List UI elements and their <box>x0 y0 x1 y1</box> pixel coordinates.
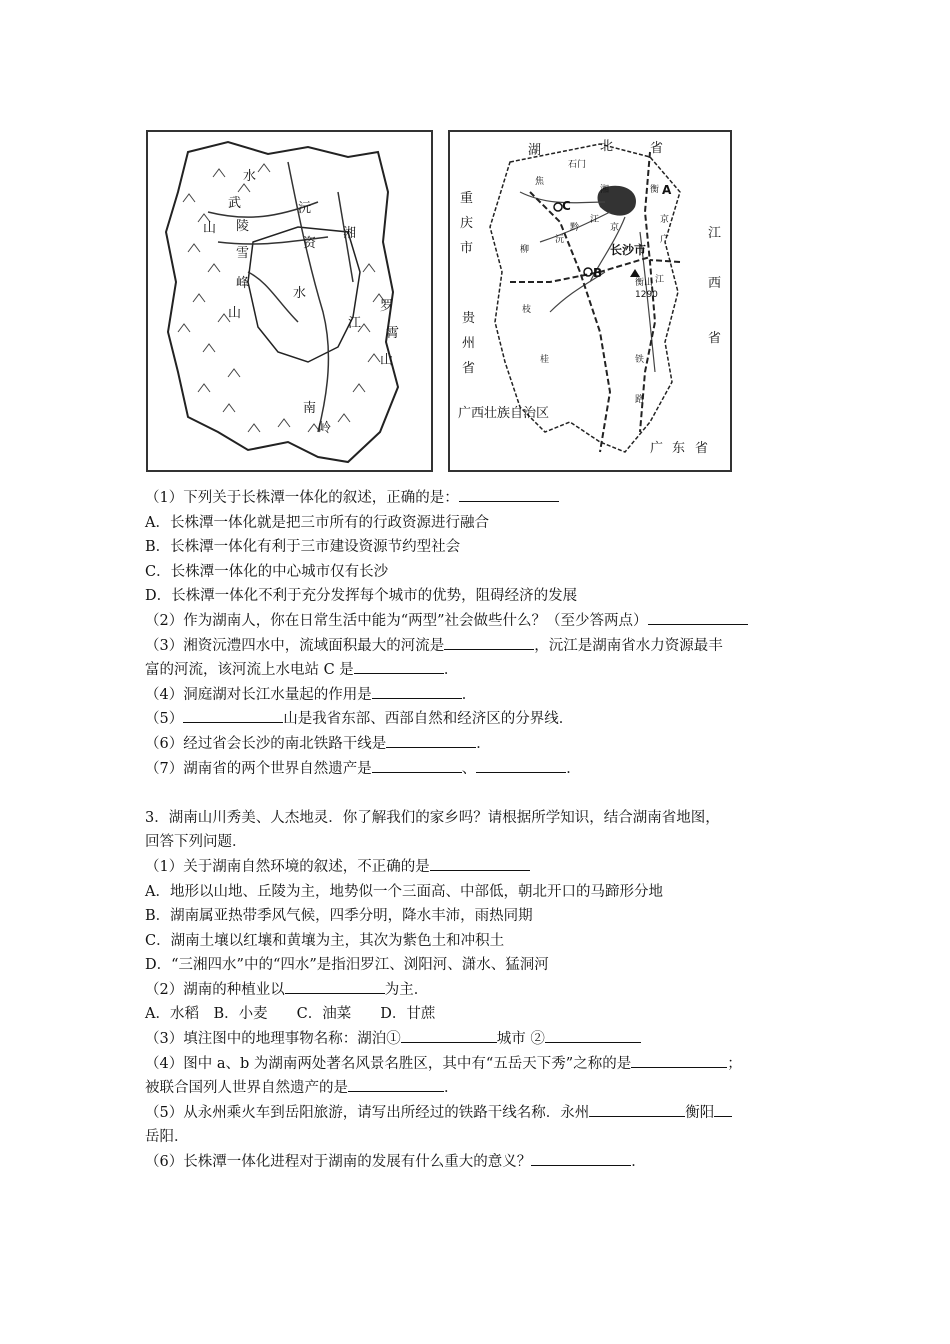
label-3: 沅 <box>298 201 312 216</box>
small-6: 京 <box>660 215 670 225</box>
province-labels <box>458 139 721 456</box>
blank[interactable] <box>354 659 444 674</box>
q2-4: （4）洞庭湖对长江水量起的作用是 ． <box>145 683 815 708</box>
jiangxi-3: 省 <box>708 331 722 346</box>
blank[interactable] <box>183 708 283 723</box>
q2-1-d: D．长株潭一体化不利于充分发挥每个城市的优势，阻碍经济的发展 <box>145 588 578 605</box>
small-8: 铁 <box>635 355 645 365</box>
q3-2: （2）湖南的种植业以 为主． <box>145 978 815 1003</box>
label-9: 山 <box>228 306 242 321</box>
small-3: 湘 <box>600 185 610 195</box>
small-12: 京 <box>610 223 620 233</box>
guizhou-2: 州 <box>462 336 476 351</box>
q2-1: （1）下列关于长株潭一体化的叙述，正确的是： <box>145 486 815 511</box>
small-2: 枝 <box>522 305 532 315</box>
maps-figure <box>146 130 736 472</box>
q3-1-a: A．地形以山地、丘陵为主，地势似一个三面高、中部低，朝北开口的马蹄形分地 <box>145 883 663 900</box>
blank[interactable] <box>589 1102 685 1117</box>
blank[interactable] <box>476 758 566 773</box>
small-11: 沅 <box>555 235 565 245</box>
chongqing-3: 市 <box>460 241 474 256</box>
small-10: 桂 <box>540 355 550 365</box>
elevation: 1290 <box>635 290 658 300</box>
label-6: 山 <box>203 221 217 236</box>
blank[interactable] <box>372 684 462 699</box>
q2-2: （2）作为湖南人，你在日常生活中能为“两型”社会做些什么？（至少答两点） <box>145 609 815 634</box>
small-7: 广 <box>660 235 670 245</box>
blank[interactable] <box>430 856 530 871</box>
label-11: 江 <box>348 316 362 331</box>
shimen: 石门 <box>568 160 587 170</box>
q2-3-cont: 富的河流，该河流上水电站 C 是 ． <box>145 658 815 683</box>
guangdong-2: 东 <box>672 441 686 456</box>
jiangxi-2: 西 <box>708 276 722 291</box>
q2-6: （6）经过省会长沙的南北铁路干线是 ． <box>145 732 815 757</box>
q2-5: （5） 山是我省东部、西部自然和经济区的分界线． <box>145 707 815 732</box>
blank[interactable] <box>444 635 534 650</box>
jiangxi-1: 江 <box>708 226 722 241</box>
point-c-marker <box>554 203 562 211</box>
q3-3: （3）填注图中的地理事物名称：湖泊① 城市 ② <box>145 1027 815 1052</box>
mountain-hengshan: 衡山 <box>635 278 654 288</box>
q2-7: （7）湖南省的两个世界自然遗产是 、 ． <box>145 757 815 782</box>
province-outline <box>166 142 398 462</box>
q3-1: （1）关于湖南自然环境的叙述，不正确的是 <box>145 855 815 880</box>
q2-1-c: C．长株潭一体化的中心城市仅有长沙 <box>145 563 389 580</box>
label-5: 资 <box>303 236 317 251</box>
hengshan-peak-icon <box>630 269 640 277</box>
q3-6: （6）长株潭一体化进程对于湖南的发展有什么重大的意义？ ． <box>145 1150 815 1175</box>
label-7: 雪 <box>236 246 250 261</box>
point-b: B <box>593 266 603 280</box>
label-1: 武 <box>228 196 242 211</box>
q3-5-cont: 岳阳． <box>145 1129 189 1146</box>
q3-1-b: B．湖南属亚热带季风气候，四季分明，降水丰沛，雨热同期 <box>145 908 533 925</box>
small-14: 衡 <box>650 185 660 195</box>
q3-1-d: D．“三湘四水”中的“四水”是指汨罗江、浏阳河、潇水、猛洞河 <box>145 957 549 974</box>
q2-1-b: B．长株潭一体化有利于三市建设资源节约型社会 <box>145 539 461 556</box>
mountain-pattern-west <box>178 164 270 412</box>
small-5: 江 <box>590 215 600 225</box>
chongqing-2: 庆 <box>460 216 474 231</box>
blank[interactable] <box>531 1151 631 1166</box>
blank[interactable] <box>714 1102 732 1117</box>
question-text <box>145 486 815 1175</box>
province-map-svg <box>450 132 730 470</box>
label-4: 湘 <box>343 226 357 241</box>
q3-5: （5）从永州乘火车到岳阳旅游，请写出所经过的铁路干线名称．永州 衡阳 <box>145 1101 815 1126</box>
label-0: 水 <box>243 169 257 184</box>
q3-4-cont: 被联合国列人世界自然遗产的是 ． <box>145 1076 815 1101</box>
small-9: 路 <box>635 395 645 405</box>
label-15: 南 <box>303 401 317 416</box>
guangdong-3: 省 <box>695 441 709 456</box>
guangdong-1: 广 <box>650 441 664 456</box>
chongqing-1: 重 <box>460 191 474 206</box>
label-12: 罗 <box>380 299 394 314</box>
point-a: A <box>662 183 672 197</box>
small-0: 焦 <box>535 177 545 187</box>
blank[interactable] <box>545 1028 641 1043</box>
label-8: 峰 <box>236 276 250 291</box>
q3-2-options: A．水稻 B．小麦 C．油菜 D．甘蔗 <box>145 1006 436 1023</box>
blank[interactable] <box>631 1053 727 1068</box>
blank[interactable] <box>648 610 748 625</box>
label-13: 霄 <box>386 326 400 341</box>
guangxi: 广西壮族自治区 <box>458 406 550 421</box>
blank[interactable] <box>459 487 559 502</box>
hubei-2: 北 <box>600 139 614 154</box>
label-2: 陵 <box>236 219 250 234</box>
q2-1-a: A．长株潭一体化就是把三市所有的行政资源进行融合 <box>145 514 489 531</box>
label-14: 山 <box>380 353 394 368</box>
small-1: 柳 <box>520 245 530 255</box>
hubei-3: 省 <box>650 141 664 156</box>
q3-1-c: C．湖南土壤以红壤和黄壤为主，其次为紫色土和冲积土 <box>145 932 505 949</box>
blank[interactable] <box>348 1077 444 1092</box>
hubei-1: 湖 <box>528 143 542 158</box>
terrain-map-svg <box>148 132 431 470</box>
city-changsha: 长沙市 <box>610 243 647 257</box>
blank[interactable] <box>401 1028 497 1043</box>
hunan-province-map <box>448 130 732 472</box>
blank[interactable] <box>386 733 476 748</box>
blank[interactable] <box>372 758 462 773</box>
q3-intro: 3．湖南山川秀美、人杰地灵．你了解我们的家乡吗？请根据所学知识，结合湖南省地图， <box>145 809 720 826</box>
label-10: 水 <box>293 286 307 301</box>
q3-intro-2: 回答下列问题． <box>145 834 247 851</box>
guizhou-3: 省 <box>462 361 476 376</box>
small-13: 江 <box>655 275 665 285</box>
label-16: 岭 <box>318 421 332 436</box>
blank[interactable] <box>285 979 385 994</box>
hunan-terrain-map <box>146 130 433 472</box>
small-4: 黔 <box>570 223 580 233</box>
point-c: C <box>562 199 571 213</box>
point-b-marker <box>584 268 592 276</box>
q2-3: （3）湘资沅澧四水中，流域面积最大的河流是 ，沅江是湖南省水力资源最丰 <box>145 634 815 659</box>
q3-4: （4）图中 a、b 为湖南两处著名风景名胜区，其中有“五岳天下秀”之称的是 ； <box>145 1052 815 1077</box>
terrain-labels <box>203 168 399 436</box>
guizhou-1: 贵 <box>462 311 476 326</box>
